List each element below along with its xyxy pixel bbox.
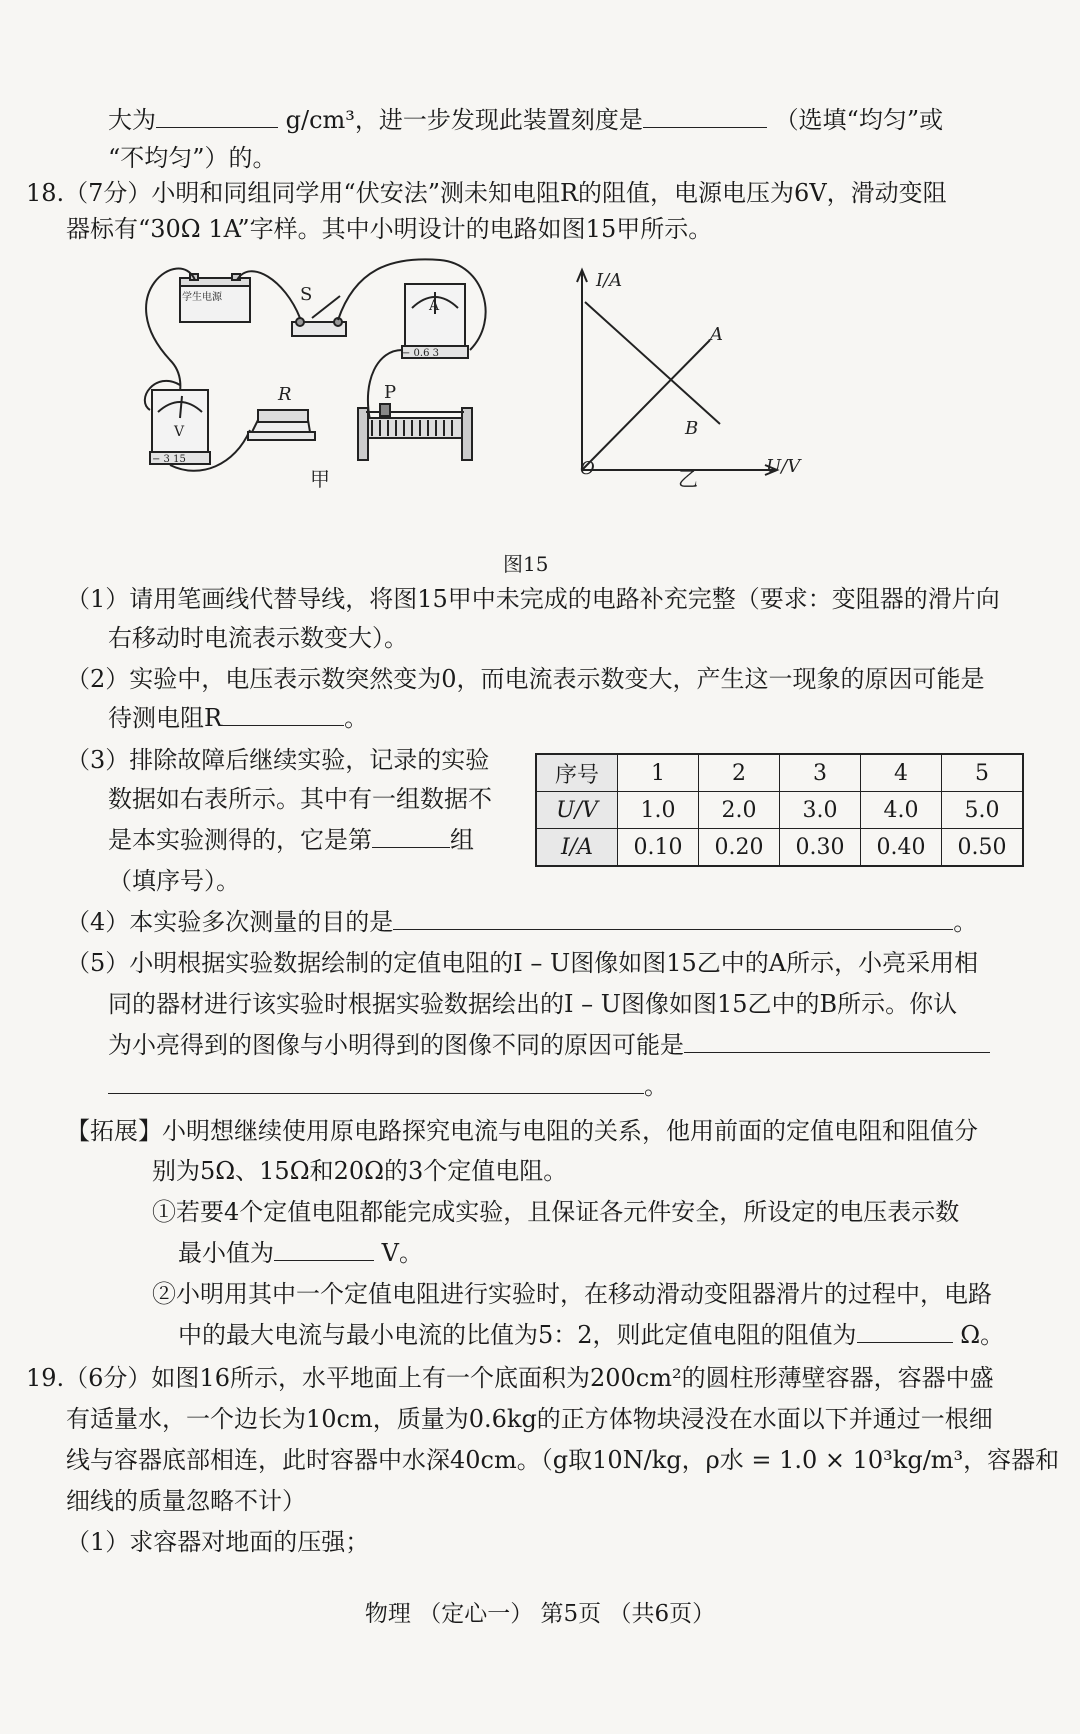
ammeter-terminals: − 0.6 3 xyxy=(402,348,440,359)
text-line xyxy=(108,103,943,137)
subquestion-4 xyxy=(66,905,977,939)
text: 。 xyxy=(953,908,978,936)
text: 。 xyxy=(644,1072,668,1100)
subquestion-5: 同的器材进行该实验时根据实验数据绘出的I – U图像如图15乙中的B所示。你认 xyxy=(108,990,958,1018)
question-19-stem: 线与容器底部相连，此时容器中水深40cm。（g取10N/kg，ρ水 = 1.0 × 10³kg/m³，容器和 xyxy=(66,1446,1060,1474)
table-cell: 4 xyxy=(861,754,942,792)
question-19-stem: 细线的质量忽略不计） xyxy=(66,1487,306,1515)
text: 是本实验测得的，它是第 xyxy=(108,826,372,854)
table-cell: 5.0 xyxy=(942,792,1024,829)
question-19-sub-1: （1）求容器对地面的压强； xyxy=(66,1528,370,1556)
figure-caption: 图15 xyxy=(503,552,549,576)
table-cell: 3 xyxy=(780,754,861,792)
answer-blank[interactable] xyxy=(684,1028,990,1053)
text: 大为 xyxy=(108,106,156,134)
ammeter-symbol: A xyxy=(429,298,440,314)
answer-blank[interactable] xyxy=(643,103,767,128)
figure-label-yi: 乙 xyxy=(678,467,698,491)
data-table xyxy=(535,753,1024,867)
extension xyxy=(178,1236,423,1270)
answer-blank[interactable] xyxy=(857,1318,953,1343)
question-19-stem: 有适量水，一个边长为10cm，质量为0.6kg的正方体物块浸没在水面以下并通过一根细 xyxy=(66,1405,993,1433)
graph-origin: O xyxy=(580,458,595,479)
table-cell: 4.0 xyxy=(861,792,942,829)
graph-x-label: U/V xyxy=(766,456,801,477)
iu-graph xyxy=(570,262,830,502)
voltmeter-terminals: − 3 15 xyxy=(152,454,186,465)
text-line: “不均匀”）的。 xyxy=(108,144,277,172)
table-cell: 5 xyxy=(942,754,1024,792)
subquestion-5: （5）小明根据实验数据绘制的定值电阻的I – U图像如图15乙中的A所示，小亮采用相 xyxy=(66,949,979,977)
text: 。 xyxy=(344,704,369,732)
table-header-cell: 序号 xyxy=(536,754,618,792)
subquestion-2 xyxy=(108,701,368,735)
table-cell: 2.0 xyxy=(699,792,780,829)
answer-blank[interactable] xyxy=(222,701,344,726)
resistor-icon xyxy=(248,410,315,440)
extension: 别为5Ω、15Ω和20Ω的3个定值电阻。 xyxy=(152,1157,568,1185)
table-cell: 3.0 xyxy=(780,792,861,829)
text: 为小亮得到的图像与小明得到的图像不同的原因可能是 xyxy=(108,1031,684,1059)
table-cell: 1 xyxy=(618,754,699,792)
line-a-label: A xyxy=(710,324,723,345)
subquestion-3: 数据如右表所示。其中有一组数据不 xyxy=(108,785,492,813)
extension: ②小明用其中一个定值电阻进行实验时，在移动滑动变阻器滑片的过程中，电路 xyxy=(152,1280,992,1308)
question-18-stem: 18.（7分）小明和同组同学用“伏安法”测未知电阻R的阻值，电源电压为6V，滑动变阻 xyxy=(26,179,947,207)
text: 待测电阻R xyxy=(108,704,223,732)
answer-blank[interactable] xyxy=(393,905,953,930)
table-cell: 0.40 xyxy=(861,829,942,867)
table-cell: 0.30 xyxy=(780,829,861,867)
figure-label-jia: 甲 xyxy=(310,467,330,491)
text: 组 xyxy=(450,826,474,854)
text: g/cm³，进一步发现此装置刻度是 xyxy=(285,106,643,134)
answer-blank[interactable] xyxy=(156,103,278,128)
answer-blank[interactable] xyxy=(372,823,450,848)
ammeter-icon xyxy=(402,284,468,358)
subquestion-1: （1）请用笔画线代替导线，将图15甲中未完成的电路补充完整（要求：变阻器的滑片向 xyxy=(66,585,1000,613)
subquestion-2: （2）实验中，电压表示数突然变为0，而电流表示数变大，产生这一现象的原因可能是 xyxy=(66,665,985,693)
graph-y-label: I/A xyxy=(596,270,623,291)
table-header-cell: U/V xyxy=(536,792,618,829)
question-18-stem: 器标有“30Ω 1A”字样。其中小明设计的电路如图15甲所示。 xyxy=(66,215,713,243)
line-b xyxy=(585,302,720,424)
extension: 【拓展】小明想继续使用原电路探究电流与电阻的关系，他用前面的定值电阻和阻值分 xyxy=(66,1117,978,1145)
answer-blank[interactable] xyxy=(108,1069,644,1094)
table-cell: 0.10 xyxy=(618,829,699,867)
table-cell: 0.50 xyxy=(942,829,1024,867)
rheostat-icon xyxy=(358,404,472,460)
switch-label: S xyxy=(300,284,313,305)
table-header-cell: I/A xyxy=(536,829,618,867)
table-row xyxy=(536,754,1023,792)
resistor-label: R xyxy=(278,384,292,405)
slider-label: P xyxy=(384,382,397,403)
page-footer: 物理 （定心一） 第5页 （共6页） xyxy=(364,1601,716,1627)
table-cell: 1.0 xyxy=(618,792,699,829)
table-row xyxy=(536,829,1023,867)
question-19-stem: 19.（6分）如图16所示，水平地面上有一个底面积为200cm²的圆柱形薄壁容器，容器中盛 xyxy=(26,1364,994,1392)
text: 最小值为 xyxy=(178,1239,274,1267)
text: 中的最大电流与最小电流的比值为5：2，则此定值电阻的阻值为 xyxy=(178,1321,857,1349)
subquestion-5 xyxy=(108,1028,990,1062)
answer-blank[interactable] xyxy=(274,1236,374,1261)
table-row xyxy=(536,792,1023,829)
line-a xyxy=(582,340,710,470)
extension: ①若要4个定值电阻都能完成实验，且保证各元件安全，所设定的电压表示数 xyxy=(152,1198,960,1226)
subquestion-3: （填序号）。 xyxy=(108,867,240,895)
table-cell: 2 xyxy=(699,754,780,792)
voltmeter-symbol: V xyxy=(174,424,185,440)
table-cell: 0.20 xyxy=(699,829,780,867)
subquestion-5 xyxy=(108,1069,668,1103)
text: V。 xyxy=(381,1239,423,1267)
extension xyxy=(178,1318,1004,1352)
text: Ω。 xyxy=(960,1321,1005,1349)
line-b-label: B xyxy=(685,418,699,439)
subquestion-3 xyxy=(108,823,474,857)
text: （选填“均匀”或 xyxy=(774,106,944,134)
subquestion-3: （3）排除故障后继续实验，记录的实验 xyxy=(66,746,490,774)
text: （4）本实验多次测量的目的是 xyxy=(66,908,394,936)
subquestion-1: 右移动时电流表示数变大）。 xyxy=(108,624,408,652)
battery-label: 学生电源 xyxy=(182,292,222,303)
